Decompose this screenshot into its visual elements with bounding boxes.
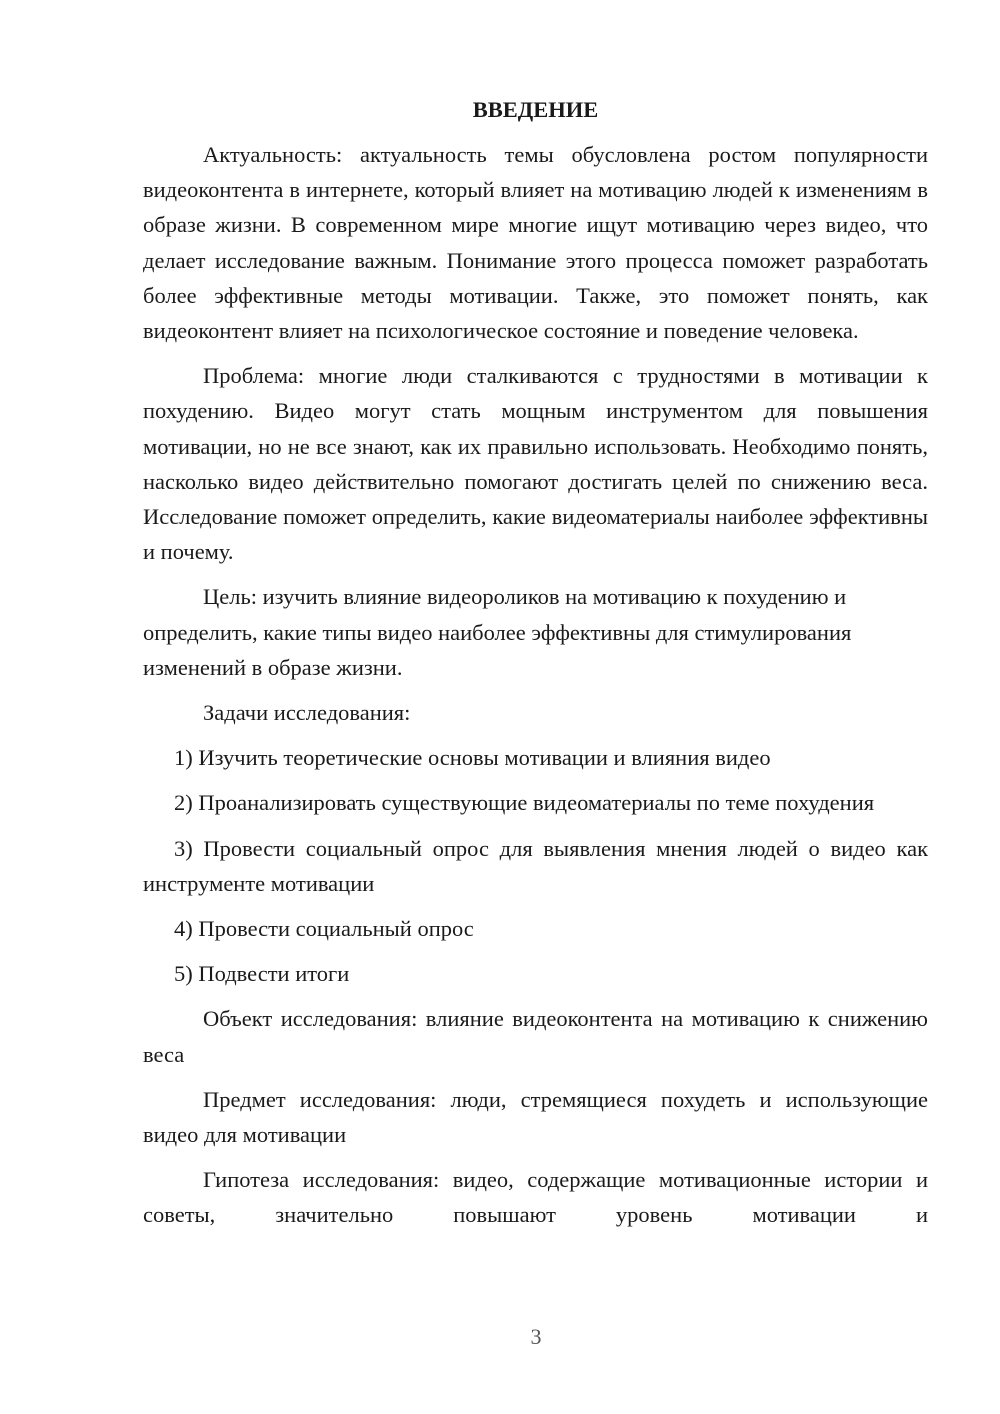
task-item-3: 3) Провести социальный опрос для выявления мнения людей о видео как инструменте мотивации xyxy=(143,835,928,896)
task-item-5: 5) Подвести итоги xyxy=(174,961,350,987)
paragraph-hypothesis: Гипотеза исследования: видео, содержащие мотивационные истории и советы, значительно повышают уровень мотивации и xyxy=(143,1167,928,1228)
document-body xyxy=(143,93,928,1233)
paragraph-subject: Предмет исследования: люди, стремящиеся похудеть и использующие видео для мотивации xyxy=(143,1086,928,1148)
task-item-1: 1) Изучить теоретические основы мотивации и влияния видео xyxy=(174,745,771,771)
paragraph-relevance: Актуальность: актуальность темы обусловлена ростом популярности видеоконтента в интернете, который влияет на мотивацию людей к изменениям в образе жизни. В современном мире многие ищут мотивацию через видео, что делает исследование важным. Понимание этого процесса поможет разработать более эффективные методы мотивации. Также, это поможет понять, как видеоконтент влияет на психологическое состояние и поведение человека. xyxy=(143,142,928,344)
task-item-4: 4) Провести социальный опрос xyxy=(174,916,474,942)
paragraph-problem: Проблема: многие люди сталкиваются с трудностями в мотивации к похудению. Видео могут стать мощным инструментом для повышения мотивации, но не все знают, как их правильно использовать. Необходимо понять, насколько видео действительно помогают достигать целей по снижению веса. Исследование поможет определить, какие видеоматериалы наиболее эффективны и почему. xyxy=(143,363,928,565)
paragraph-tasks-heading: Задачи исследования: xyxy=(203,700,411,726)
section-title: ВВЕДЕНИЕ xyxy=(472,97,599,122)
paragraph-object: Объект исследования: влияние видеоконтента на мотивацию к снижению веса xyxy=(143,1006,928,1067)
page-number: 3 xyxy=(530,1324,542,1349)
task-item-2: 2) Проанализировать существующие видеоматериалы по теме похудения xyxy=(174,790,875,816)
paragraph-goal: Цель: изучить влияние видеороликов на мотивацию к похудению и определить, какие типы видео наиболее эффективны для стимулирования изменений в образе жизни. xyxy=(143,584,852,680)
